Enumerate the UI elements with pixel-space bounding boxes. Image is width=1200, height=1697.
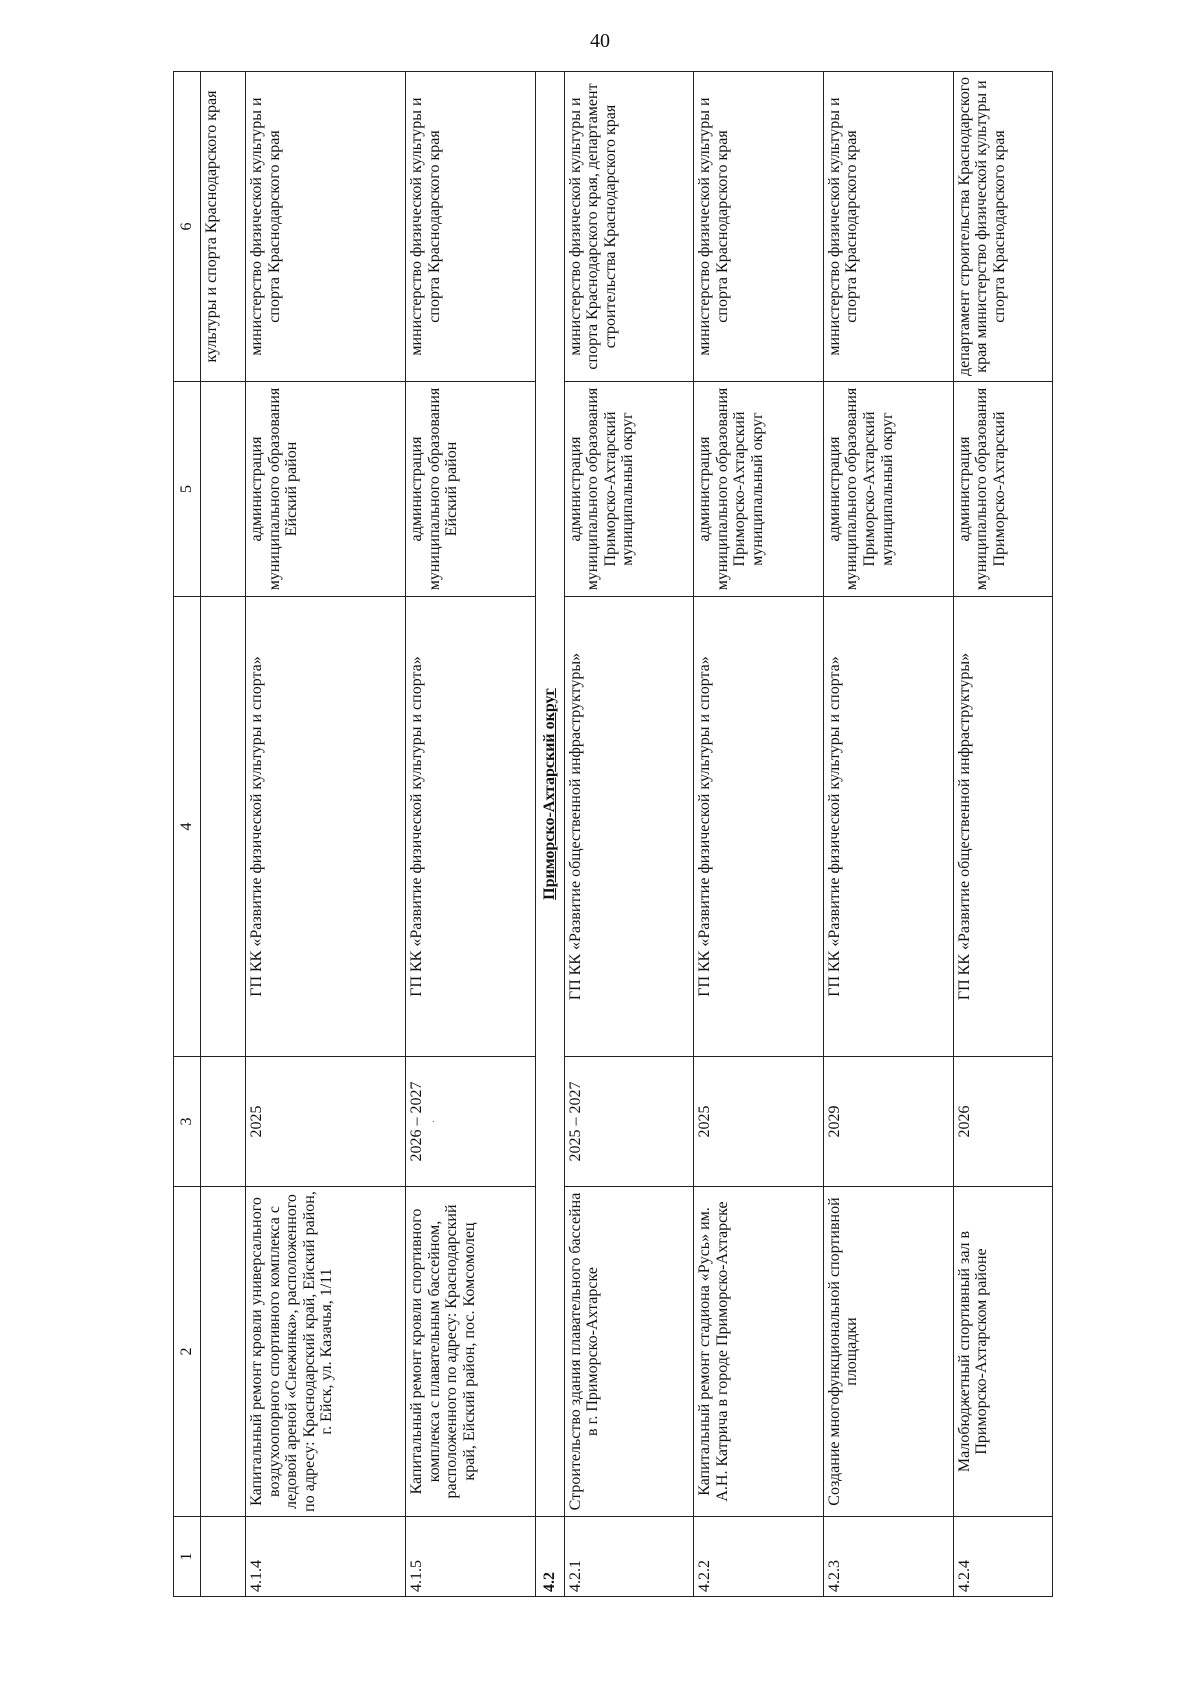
program-cell: ГП КК «Развитие физической культуры и спорта» bbox=[694, 597, 824, 1057]
measure-name: Малобюджетный спортивный зал в Приморско-Ахтарском районе bbox=[953, 1187, 1052, 1517]
row-number: 4.2.4 bbox=[953, 1517, 1052, 1597]
column-header: 2 bbox=[174, 1187, 201, 1517]
table-row bbox=[564, 72, 694, 1597]
coexecutor-cell: министерство физической культуры и спорта Краснодарского края, департамент строительства Краснодарского края bbox=[564, 72, 694, 382]
measures-table bbox=[173, 71, 1053, 1597]
executor-cell: администрация муниципального образования Ейский район bbox=[246, 382, 406, 597]
measure-name: Создание многофункциональной спортивной площадки bbox=[823, 1187, 953, 1517]
coexecutor-cell: культуры и спорта Краснодарского края bbox=[201, 72, 246, 382]
coexecutor-cell: министерство физической культуры и спорта Краснодарского края bbox=[246, 72, 406, 382]
measure-name: Строительство здания плавательного бассейна в г. Приморско-Ахтарске bbox=[564, 1187, 694, 1517]
table-row bbox=[694, 72, 824, 1597]
executor-cell: администрация муниципального образования Приморско-Ахтарский муниципальный округ bbox=[694, 382, 824, 597]
measure-name: Капитальный ремонт стадиона «Русь» им. А.Н. Катрича в городе Приморско-Ахтарске bbox=[694, 1187, 824, 1517]
table-row bbox=[823, 72, 953, 1597]
table-row-continued bbox=[201, 72, 246, 1597]
rotated-table-container bbox=[173, 72, 1053, 1597]
table-header-row bbox=[174, 72, 201, 1597]
program-cell: ГП КК «Развитие общественной инфраструктуры» bbox=[953, 597, 1052, 1057]
page-number: 40 bbox=[590, 30, 610, 52]
row-number: 4.1.5 bbox=[405, 1517, 535, 1597]
executor-cell: администрация муниципального образования Приморско-Ахтарский муниципальный округ bbox=[823, 382, 953, 597]
table-row bbox=[953, 72, 1052, 1597]
program-cell: ГП КК «Развитие физической культуры и спорта» bbox=[405, 597, 535, 1057]
section-title: Приморско-Ахтарский округ bbox=[535, 72, 564, 1517]
section-number: 4.2 bbox=[535, 1517, 564, 1597]
program-cell: ГП КК «Развитие общественной инфраструктуры» bbox=[564, 597, 694, 1057]
column-header: 5 bbox=[174, 382, 201, 597]
executor-cell: администрация муниципального образования Приморско-Ахтарский bbox=[953, 382, 1052, 597]
column-header: 1 bbox=[174, 1517, 201, 1597]
measure-name: Капитальный ремонт кровли универсального воздухоопорного спортивного комплекса с ледовой ареной «Снежинка», расположенного по адресу: Краснодарский край, Ейский район, г. Ейск, ул. Казачья, 1/11 bbox=[246, 1187, 406, 1517]
executor-cell: администрация муниципального образования Приморско-Ахтарский муниципальный округ bbox=[564, 382, 694, 597]
section-row bbox=[535, 72, 564, 1597]
program-cell: ГП КК «Развитие физической культуры и спорта» bbox=[823, 597, 953, 1057]
coexecutor-cell: министерство физической культуры и спорта Краснодарского края bbox=[823, 72, 953, 382]
period-cell: 2025 bbox=[694, 1057, 824, 1187]
column-header: 3 bbox=[174, 1057, 201, 1187]
column-header: 6 bbox=[174, 72, 201, 382]
period-cell bbox=[405, 1057, 535, 1187]
executor-cell: администрация муниципального образования Ейский район bbox=[405, 382, 535, 597]
coexecutor-cell: департамент строительства Краснодарского края министерство физической культуры и спорта Краснодарского края bbox=[953, 72, 1052, 382]
row-number: 4.2.3 bbox=[823, 1517, 953, 1597]
period-cell: 2026 bbox=[953, 1057, 1052, 1187]
period-cell: 2025 bbox=[246, 1057, 406, 1187]
row-number: 4.1.4 bbox=[246, 1517, 406, 1597]
column-header: 4 bbox=[174, 597, 201, 1057]
table-row bbox=[246, 72, 406, 1597]
period-cell: 2029 bbox=[823, 1057, 953, 1187]
measure-name: Капитальный ремонт кровли спортивного комплекса с плавательным бассейном, расположенного по адресу: Краснодарский край, Ейский район, пос. Комсомолец bbox=[405, 1187, 535, 1517]
period-mark: . bbox=[425, 1120, 437, 1123]
coexecutor-cell: министерство физической культуры и спорта Краснодарского края bbox=[694, 72, 824, 382]
row-number: 4.2.2 bbox=[694, 1517, 824, 1597]
program-cell: ГП КК «Развитие физической культуры и спорта» bbox=[246, 597, 406, 1057]
period-text: 2026 – 2027 bbox=[407, 1081, 425, 1162]
period-cell: 2025 – 2027 bbox=[564, 1057, 694, 1187]
coexecutor-cell: министерство физической культуры и спорта Краснодарского края bbox=[405, 72, 535, 382]
row-number: 4.2.1 bbox=[564, 1517, 694, 1597]
table-row bbox=[405, 72, 535, 1597]
